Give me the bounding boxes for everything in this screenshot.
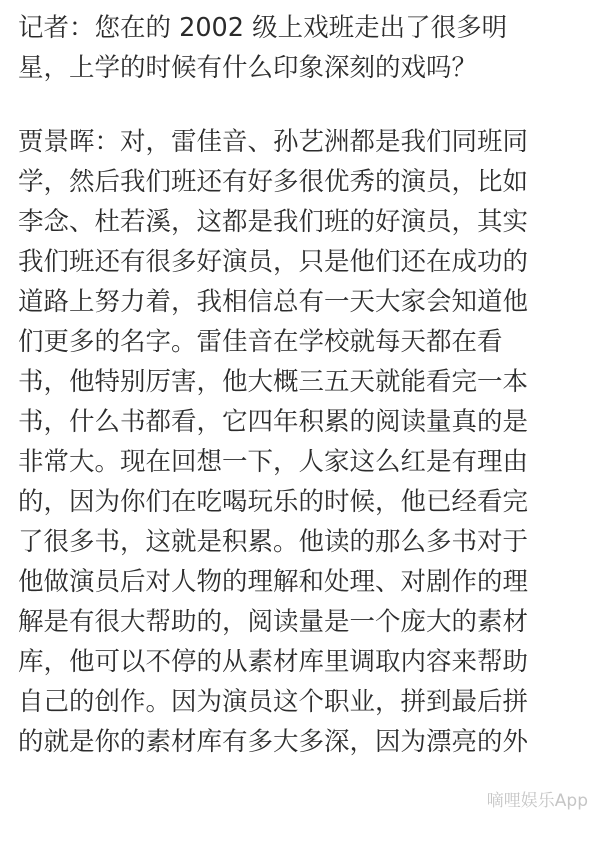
answer-line: 书，他特别厉害，他大概三五天就能看完一本 [18,367,529,397]
answer-line: 非常大。现在回想一下，人家这么红是有理由 [18,447,529,477]
answer-line: 我们班还有很多好演员，只是他们还在成功的 [18,247,529,277]
answer-paragraph [18,122,588,762]
answer-line: 库，他可以不停的从素材库里调取内容来帮助 [18,647,529,677]
answer-line: 的就是你的素材库有多大多深，因为漂亮的外 [18,727,529,757]
watermark: 嘀哩娱乐App [486,791,588,811]
question-line: 星，上学的时候有什么印象深刻的戏吗？ [18,53,478,83]
answer-line: 的，因为你们在吃喝玩乐的时候，他已经看完 [18,487,529,517]
answer-line: 学，然后我们班还有好多很优秀的演员，比如 [18,167,529,197]
answer-line: 贾景晖：对，雷佳音、孙艺洲都是我们同班同 [18,127,529,157]
answer-line: 道路上努力着，我相信总有一天大家会知道他 [18,287,529,317]
answer-line: 他做演员后对人物的理解和处理、对剧作的理 [18,567,529,597]
question-paragraph [18,8,588,88]
answer-line: 自己的创作。因为演员这个职业，拼到最后拼 [18,687,529,717]
answer-line: 书，什么书都看，它四年积累的阅读量真的是 [18,407,529,437]
paragraph-gap [18,88,588,122]
question-line: 记者：您在的 2002 级上戏班走出了很多明 [18,13,508,43]
answer-line: 了很多书，这就是积累。他读的那么多书对于 [18,527,529,557]
answer-line: 们更多的名字。雷佳音在学校就每天都在看 [18,327,503,357]
answer-line: 解是有很大帮助的，阅读量是一个庞大的素材 [18,607,529,637]
answer-line: 李念、杜若溪，这都是我们班的好演员，其实 [18,207,529,237]
article-body [18,8,588,762]
